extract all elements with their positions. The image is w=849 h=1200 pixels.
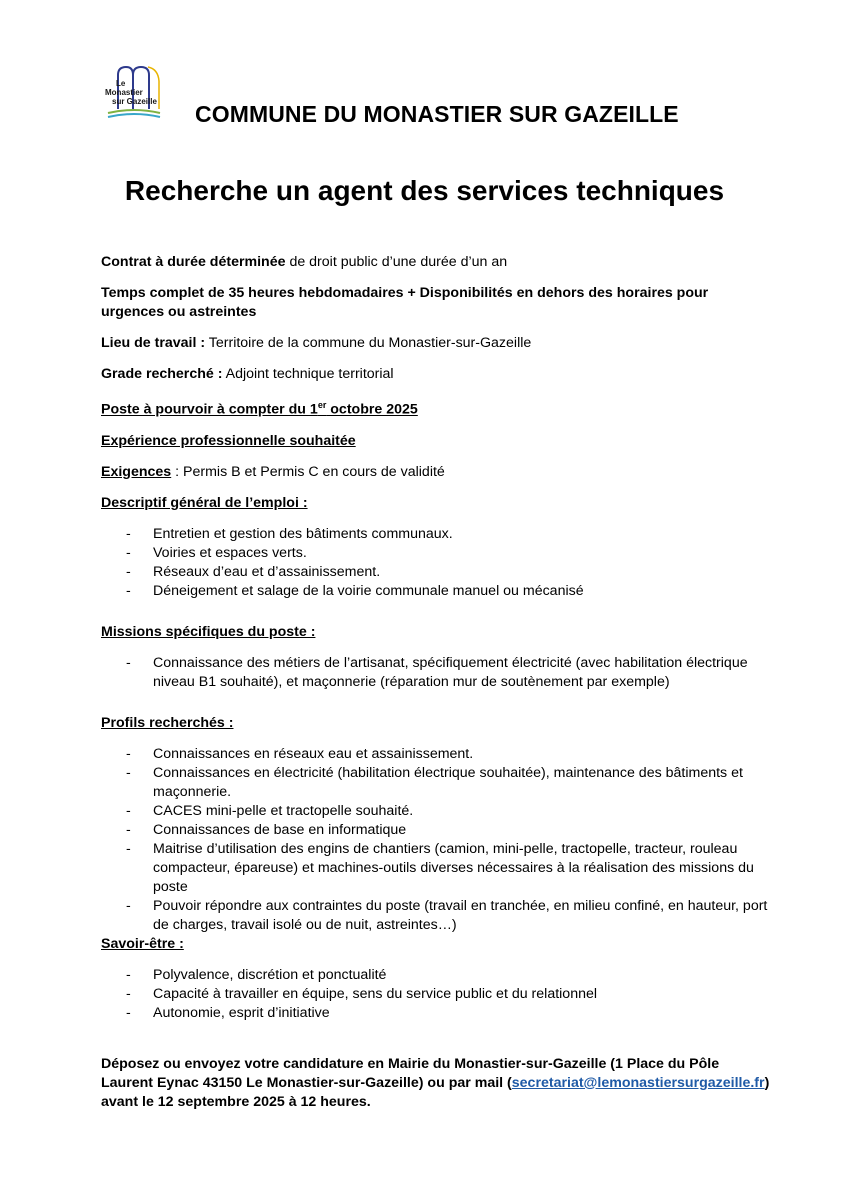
contract-detail: de droit public d’une durée d’un an <box>285 254 508 270</box>
requirements-label: Exigences <box>101 463 172 480</box>
list-item: - Connaissances en réseaux eau et assainissement. <box>101 745 771 764</box>
list-item: - Déneigement et salage de la voirie communale manuel ou mécanisé <box>101 582 771 601</box>
job-description-list <box>101 525 771 601</box>
logo-line-3: sur Gazeille <box>112 97 157 106</box>
start-date-post: octobre 2025 <box>326 401 418 418</box>
list-item: - Entretien et gestion des bâtiments communaux. <box>101 525 771 544</box>
organization-name: COMMUNE DU MONASTIER SUR GAZEILLE <box>195 101 679 127</box>
schedule-line: Temps complet de 35 heures hebdomadaires + Disponibilités en dehors des horaires pour urgences ou astreintes <box>101 285 709 320</box>
start-date-sup: er <box>317 400 327 410</box>
list-item: - Connaissances de base en informatique <box>101 821 771 840</box>
list-item: - Connaissances en électricité (habilitation électrique souhaitée), maintenance des bâtiments et maçonnerie. <box>101 764 771 802</box>
job-description-heading: Descriptif général de l’emploi : <box>101 494 308 511</box>
workplace-label: Lieu de travail : <box>101 335 206 351</box>
profiles-list <box>101 745 771 935</box>
grade-label: Grade recherché : <box>101 366 223 382</box>
contract-type: Contrat à durée déterminée <box>101 254 286 270</box>
application-text-1: Déposez ou envoyez votre candidature en Mairie du Monastier-sur-Gazeille (1 Place du Pôle Laurent Eynac 43150 Le Monastier-sur-Gazeille) ou par mail ( <box>101 1055 720 1091</box>
page-title: Recherche un agent des services techniques <box>124 175 725 206</box>
grade-line <box>101 365 771 384</box>
soft-skills-heading: Savoir-être : <box>101 935 184 952</box>
email-link[interactable]: secretariat@lemonastiersurgazeille.fr <box>511 1074 765 1091</box>
list-item: - Connaissance des métiers de l’artisanat, spécifiquement électricité (avec habilitation électrique niveau B1 souhaité), et maçonnerie (réparation mur de soutènement par exemple) <box>101 654 771 692</box>
commune-logo <box>104 63 162 123</box>
list-item: - CACES mini-pelle et tractopelle souhaité. <box>101 802 771 821</box>
logo-line-2: Monastier <box>105 88 143 97</box>
requirements-line <box>101 463 771 482</box>
list-item: - Capacité à travailler en équipe, sens du service public et du relationnel <box>101 985 771 1004</box>
logo-line-1: Le <box>116 79 126 88</box>
list-item: - Voiries et espaces verts. <box>101 544 771 563</box>
grade-value: Adjoint technique territorial <box>222 366 394 382</box>
soft-skills-list <box>101 966 771 1023</box>
application-instructions <box>101 1055 771 1112</box>
contract-line <box>101 253 771 272</box>
experience-line: Expérience professionnelle souhaitée <box>101 432 356 449</box>
profiles-heading: Profils recherchés : <box>101 714 234 731</box>
start-date-line <box>101 396 771 420</box>
list-item: - Réseaux d’eau et d’assainissement. <box>101 563 771 582</box>
list-item: - Polyvalence, discrétion et ponctualité <box>101 966 771 985</box>
list-item: - Maitrise d’utilisation des engins de chantiers (camion, mini-pelle, tractopelle, tracteur, rouleau compacteur, épareuse) et machines-outils diverses nécessaires à la réalisation des missions du poste <box>101 840 771 897</box>
list-item: - Autonomie, esprit d’initiative <box>101 1004 771 1023</box>
list-item: - Pouvoir répondre aux contraintes du poste (travail en tranchée, en milieu confiné, en hauteur, port de charges, travail isolé ou de nuit, astreintes…) <box>101 897 771 935</box>
logo-text <box>104 79 162 106</box>
application-text-2: ) avant le 12 septembre 2025 à 12 heures. <box>101 1074 770 1110</box>
job-offer-body <box>101 253 771 1112</box>
workplace-value: Territoire de la commune du Monastier-sur-Gazeille <box>205 335 532 351</box>
requirements-value: : Permis B et Permis C en cours de validité <box>171 463 445 480</box>
workplace-line <box>101 334 771 353</box>
start-date-pre: Poste à pourvoir à compter du 1 <box>101 401 318 418</box>
missions-list <box>101 654 771 692</box>
missions-heading: Missions spécifiques du poste : <box>101 623 316 640</box>
